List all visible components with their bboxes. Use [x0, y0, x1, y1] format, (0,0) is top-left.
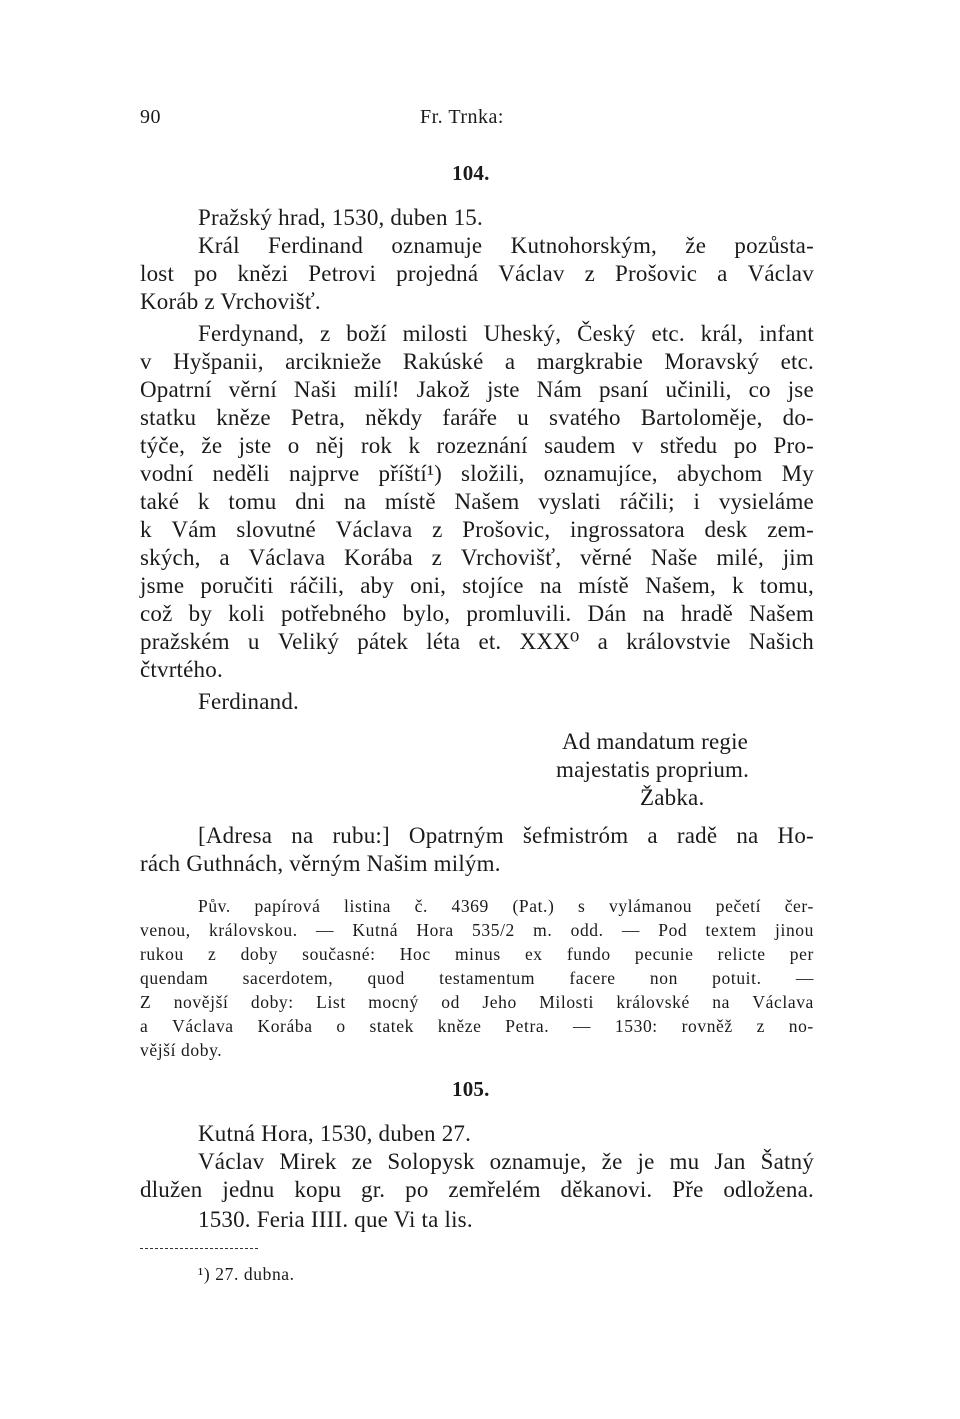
dateline-104: Pražský hrad, 1530, duben 15.: [198, 205, 483, 230]
body-104-line: týče, že jste o něj rok k rozeznání saudem v středu po Pro-: [140, 433, 814, 458]
body-105-line: 1530. Feria IIII. que Vi ta lis.: [198, 1207, 473, 1232]
archival-note-line: Z novější doby: List mocný od Jeho Milosti královské na Václava: [140, 992, 814, 1012]
footnote: ¹) 27. dubna.: [198, 1264, 295, 1284]
body-104-line: vodní neděli najprve příští¹) složili, oznamujíce, abychom My: [140, 461, 814, 486]
page-number: 90: [140, 106, 161, 128]
mandate-line: Ad mandatum regie: [562, 729, 749, 754]
body-104-line: statku kněze Petra, někdy faráře u svatého Bartoloměje, do-: [140, 405, 814, 430]
document-number-105: 105.: [452, 1077, 490, 1101]
address-line: rách Guthnách, věrným Našim milým.: [140, 851, 501, 876]
signature: Ferdinand.: [198, 689, 300, 714]
summary-105-line: Václav Mirek ze Solopysk oznamuje, že je mu Jan Šatný: [198, 1149, 814, 1174]
body-104-line: také k tomu dni na místě Našem vyslati ráčili; i vysieláme: [140, 489, 814, 514]
summary-105-line: dlužen jednu kopu gr. po zemřelém děkanovi. Pře odložena.: [140, 1177, 814, 1202]
body-104-line: jsme poručiti ráčili, aby oni, stojíce na místě Našem, k tomu,: [140, 573, 814, 598]
body-104-line: ských, a Václava Korába z Vrchovišť, věrné Naše milé, jim: [140, 545, 814, 570]
running-title: Fr. Trnka:: [420, 106, 504, 128]
body-104-line: k Vám slovutné Václava z Prošovic, ingrossatora desk zem-: [140, 517, 814, 542]
dateline-105: Kutná Hora, 1530, duben 27.: [198, 1121, 472, 1146]
body-104-line: čtvrtého.: [140, 657, 223, 682]
document-number-104: 104.: [452, 161, 490, 185]
archival-note-line: rukou z doby současné: Hoc minus ex fundo pecunie relicte per: [140, 944, 814, 964]
secretary-name: Žabka.: [640, 785, 705, 810]
body-104-line: pražském u Veliký pátek léta et. XXX⁰ a královstvie Našich: [140, 629, 814, 654]
archival-note-line: quendam sacerdotem, quod testamentum facere non potuit. —: [140, 968, 814, 988]
body-104-line: Opatrní věrní Naši milí! Jakož jste Nám psaní učinili, co jse: [140, 377, 814, 402]
body-104-line: což by koli potřebného bylo, promluvili. Dán na hradě Našem: [140, 601, 814, 626]
footnote-separator: [140, 1248, 258, 1249]
address-line: [Adresa na rubu:] Opatrným šefmistróm a radě na Ho-: [198, 823, 814, 848]
mandate-line: majestatis proprium.: [556, 757, 750, 782]
archival-note-line: Pův. papírová listina č. 4369 (Pat.) s vylámanou pečetí čer-: [198, 896, 814, 916]
summary-104-line: Král Ferdinand oznamuje Kutnohorským, že pozůsta-: [198, 233, 814, 258]
summary-104-line: lost po knězi Petrovi projedná Václav z Prošovic a Václav: [140, 261, 814, 286]
archival-note-line: a Václava Korába o statek kněze Petra. — 1530: rovněž z no-: [140, 1016, 814, 1036]
body-104-line: v Hyšpanii, arcikniežе Rakúské a margkrabie Moravský etc.: [140, 349, 814, 374]
archival-note-line: venou, královskou. — Kutná Hora 535/2 m. odd. — Pod textem jinou: [140, 920, 814, 940]
summary-104-line: Koráb z Vrchovišť.: [140, 289, 321, 314]
archival-note-line: vější doby.: [140, 1040, 223, 1060]
body-104-line: Ferdynand, z boží milosti Uheský, Český etc. král, infant: [198, 321, 814, 346]
